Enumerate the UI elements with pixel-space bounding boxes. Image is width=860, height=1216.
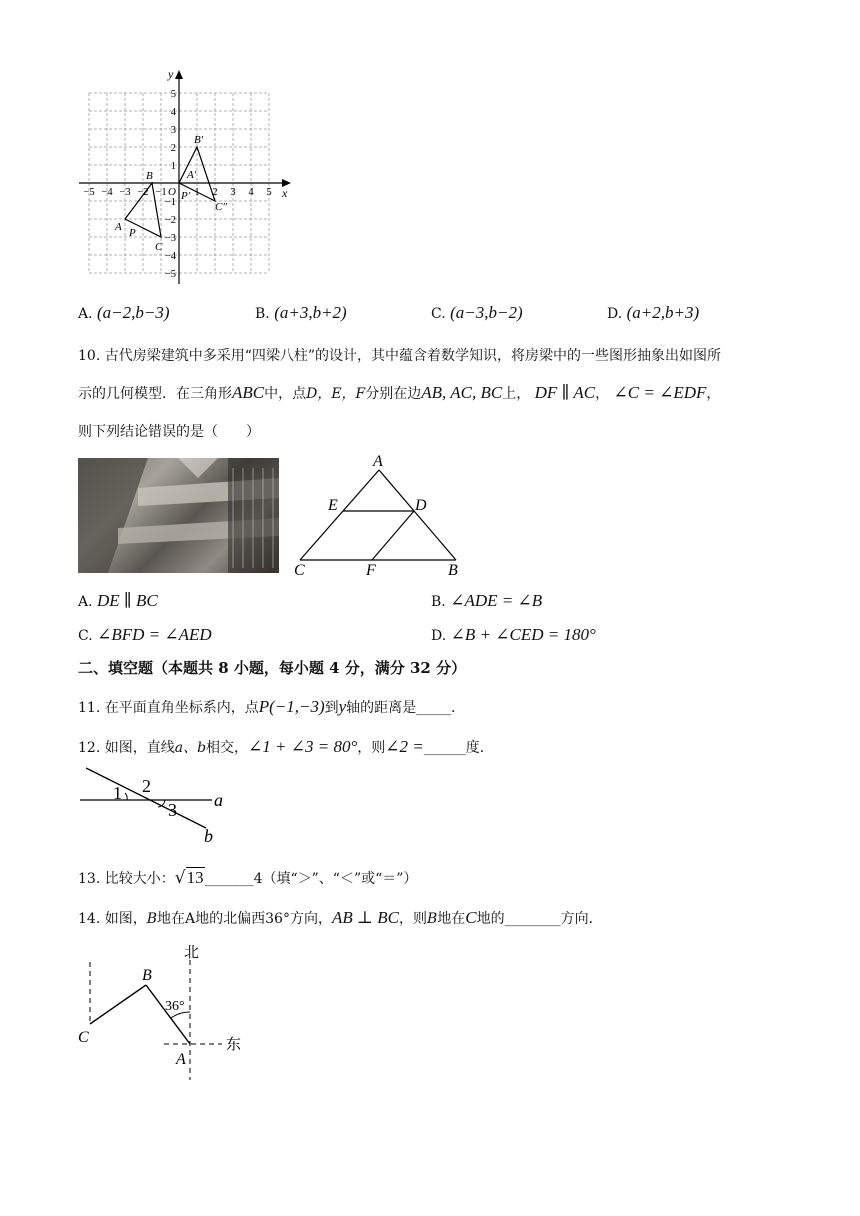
y-tick: −2	[164, 215, 176, 226]
text: 方向，	[289, 911, 332, 927]
line-a-label: a	[214, 790, 223, 810]
segment-ba	[146, 985, 190, 1044]
x-tick: 3	[230, 187, 236, 198]
side-ab	[379, 470, 456, 560]
math-angle: ∠C = ∠EDF	[613, 383, 707, 402]
point-a-label: A	[115, 221, 122, 233]
option-letter: C.	[431, 306, 446, 322]
x-tick: −5	[83, 187, 95, 198]
vertex-f-label: F	[366, 562, 376, 579]
x-tick: 1	[194, 187, 200, 198]
point-a-label: A	[176, 1051, 186, 1068]
text: 地的	[476, 911, 505, 927]
text: 方向．	[560, 911, 603, 927]
option-expr: (a+2,b+3)	[626, 303, 700, 322]
y-tick: 3	[170, 125, 176, 136]
math-y: y	[338, 697, 347, 716]
y-tick: −5	[164, 269, 176, 280]
y-tick: −3	[164, 233, 176, 244]
q12-text	[78, 737, 494, 758]
q10-option-b	[431, 591, 542, 612]
q9-option-b	[255, 303, 347, 324]
option-expr: (a−3,b−2)	[450, 303, 523, 322]
option-expr: ∠BFD = ∠AED	[97, 625, 212, 644]
option-expr: ∠ADE = ∠B	[450, 591, 543, 610]
option-letter: A.	[78, 594, 93, 610]
math-perpendicular: AB ⊥ BC	[331, 908, 399, 927]
text: ，	[706, 386, 721, 402]
x-tick: 5	[266, 187, 272, 198]
option-letter: D.	[607, 306, 623, 322]
text: 分别在边	[365, 386, 422, 402]
text: ，则	[398, 911, 427, 927]
text: 12. 如图，直线	[78, 740, 175, 756]
text: ，则	[357, 740, 386, 756]
line-b-label: b	[204, 826, 213, 846]
math-c: C	[465, 908, 477, 927]
q13-text	[78, 868, 417, 889]
segment-cb	[90, 985, 146, 1024]
vertex-e-label: E	[328, 497, 338, 514]
triangle-diagram	[288, 450, 468, 580]
math-a: A	[185, 911, 196, 927]
x-tick: 4	[248, 187, 254, 198]
math-point: P(−1,−3)	[258, 697, 325, 716]
option-letter: B.	[431, 594, 446, 610]
q10-line1: 10. 古代房梁建筑中多采用“四梁八柱”的设计，其中蕴含着数学知识，将房梁中的一些图形抽象出如图所	[78, 348, 722, 364]
option-expr: (a+3,b+2)	[274, 303, 347, 322]
option-letter: C.	[78, 628, 93, 644]
text: 到	[324, 700, 339, 716]
math-parallel: DF ∥ AC	[534, 383, 596, 402]
q10-option-c	[78, 625, 212, 646]
text: 相交，	[206, 740, 249, 756]
angle-arc	[125, 793, 127, 800]
q11-text	[78, 697, 465, 718]
point-b-label: B	[146, 170, 153, 182]
text: 13. 比较大小：	[78, 871, 175, 887]
q10-option-d	[431, 625, 596, 646]
option-expr: DE ∥ BC	[97, 591, 158, 610]
option-letter: D.	[431, 628, 447, 644]
answer-blank[interactable]: ________	[504, 911, 561, 927]
sqrt-sign: √	[174, 868, 186, 888]
east-label: 东	[226, 1037, 242, 1053]
option-letter: A.	[78, 306, 93, 322]
math-b: B	[426, 911, 438, 927]
angle2-label: 2	[142, 776, 151, 796]
point-p-label: P	[129, 227, 136, 239]
text: ．	[451, 700, 466, 716]
text: 4（填“＞”、“＜”或“＝”）	[253, 871, 418, 887]
angle-label: 36°	[165, 999, 185, 1014]
x-tick: −4	[101, 187, 113, 198]
text: 地在	[157, 911, 186, 927]
text: 上，	[502, 386, 531, 402]
math-degree: 36°	[265, 911, 290, 927]
q10-line3: 则下列结论错误的是（ ）	[78, 424, 260, 440]
q10-option-a	[78, 591, 158, 612]
vertex-b-label: B	[448, 562, 458, 579]
q9-option-d	[607, 303, 699, 324]
q10-line2	[78, 383, 720, 404]
vertex-a-label: A	[373, 453, 383, 470]
angle1-label: 1	[113, 783, 122, 803]
y-tick: −4	[164, 251, 176, 262]
x-tick: −1	[155, 187, 167, 198]
x-tick: −3	[119, 187, 131, 198]
text: 度．	[465, 740, 494, 756]
origin-label: O	[168, 186, 176, 198]
math-sqrt-radicand: 13	[186, 868, 204, 887]
y-tick: 5	[170, 89, 176, 100]
coordinate-graph	[75, 66, 300, 288]
math-angle2: ∠2 =	[385, 737, 424, 756]
y-axis-label: y	[168, 67, 174, 81]
math-abc: ABC	[232, 383, 265, 402]
q9-option-c	[431, 303, 523, 324]
answer-blank[interactable]: _______	[204, 871, 254, 887]
q9-option-a	[78, 303, 170, 324]
option-letter: B.	[255, 306, 270, 322]
y-axis-arrow	[175, 70, 183, 79]
y-tick: 1	[170, 161, 176, 172]
point-c1-label: C″	[215, 201, 227, 213]
answer-blank[interactable]: ______	[423, 740, 466, 756]
angle-arc	[158, 800, 165, 807]
text: 地在	[437, 911, 466, 927]
intersecting-lines-diagram	[78, 762, 238, 847]
point-b-label: B	[142, 967, 152, 984]
roof-beams-photo	[78, 458, 279, 573]
vertex-d-label: D	[415, 497, 427, 514]
point-p1-label: P′	[181, 190, 191, 202]
y-tick: 2	[170, 143, 176, 154]
y-tick: 4	[170, 107, 176, 118]
point-c-label: C	[78, 1029, 89, 1046]
text: 中，点	[264, 386, 307, 402]
vertex-c-label: C	[294, 562, 305, 579]
angle3-label: 3	[168, 800, 177, 820]
math-lines: a、b	[174, 740, 207, 756]
text: 轴的距离是	[346, 700, 417, 716]
option-expr: ∠B + ∠CED = 180°	[450, 625, 596, 644]
answer-blank[interactable]: _____	[416, 700, 452, 716]
text: 示的几何模型．在三角形	[78, 386, 232, 402]
point-b1-label: B′	[194, 134, 204, 146]
math-b: B	[146, 911, 158, 927]
option-expr: (a−2,b−3)	[97, 303, 170, 322]
x-tick: 2	[212, 187, 218, 198]
point-a1-label: A′	[187, 169, 197, 181]
q14-text	[78, 908, 603, 929]
north-label: 北	[184, 945, 200, 961]
text: 14. 如图，	[78, 911, 147, 927]
direction-diagram	[72, 940, 252, 1085]
point-c-label: C	[155, 241, 163, 253]
y-tick: −1	[164, 197, 176, 208]
segment-df	[372, 511, 414, 560]
x-tick: −2	[137, 187, 149, 198]
text: 地的北偏西	[195, 911, 266, 927]
side-ac	[300, 470, 379, 560]
x-axis-label: x	[282, 186, 288, 200]
text: ，	[595, 386, 610, 402]
text: 11. 在平面直角坐标系内，点	[78, 700, 259, 716]
math-sides: AB, AC, BC	[421, 383, 503, 402]
math-equation: ∠1 + ∠3 = 80°	[248, 737, 358, 756]
section-heading: 二、填空题（本题共 8 小题，每小题 4 分，满分 32 分）	[78, 659, 467, 677]
math-points: D，E，F	[306, 386, 366, 402]
